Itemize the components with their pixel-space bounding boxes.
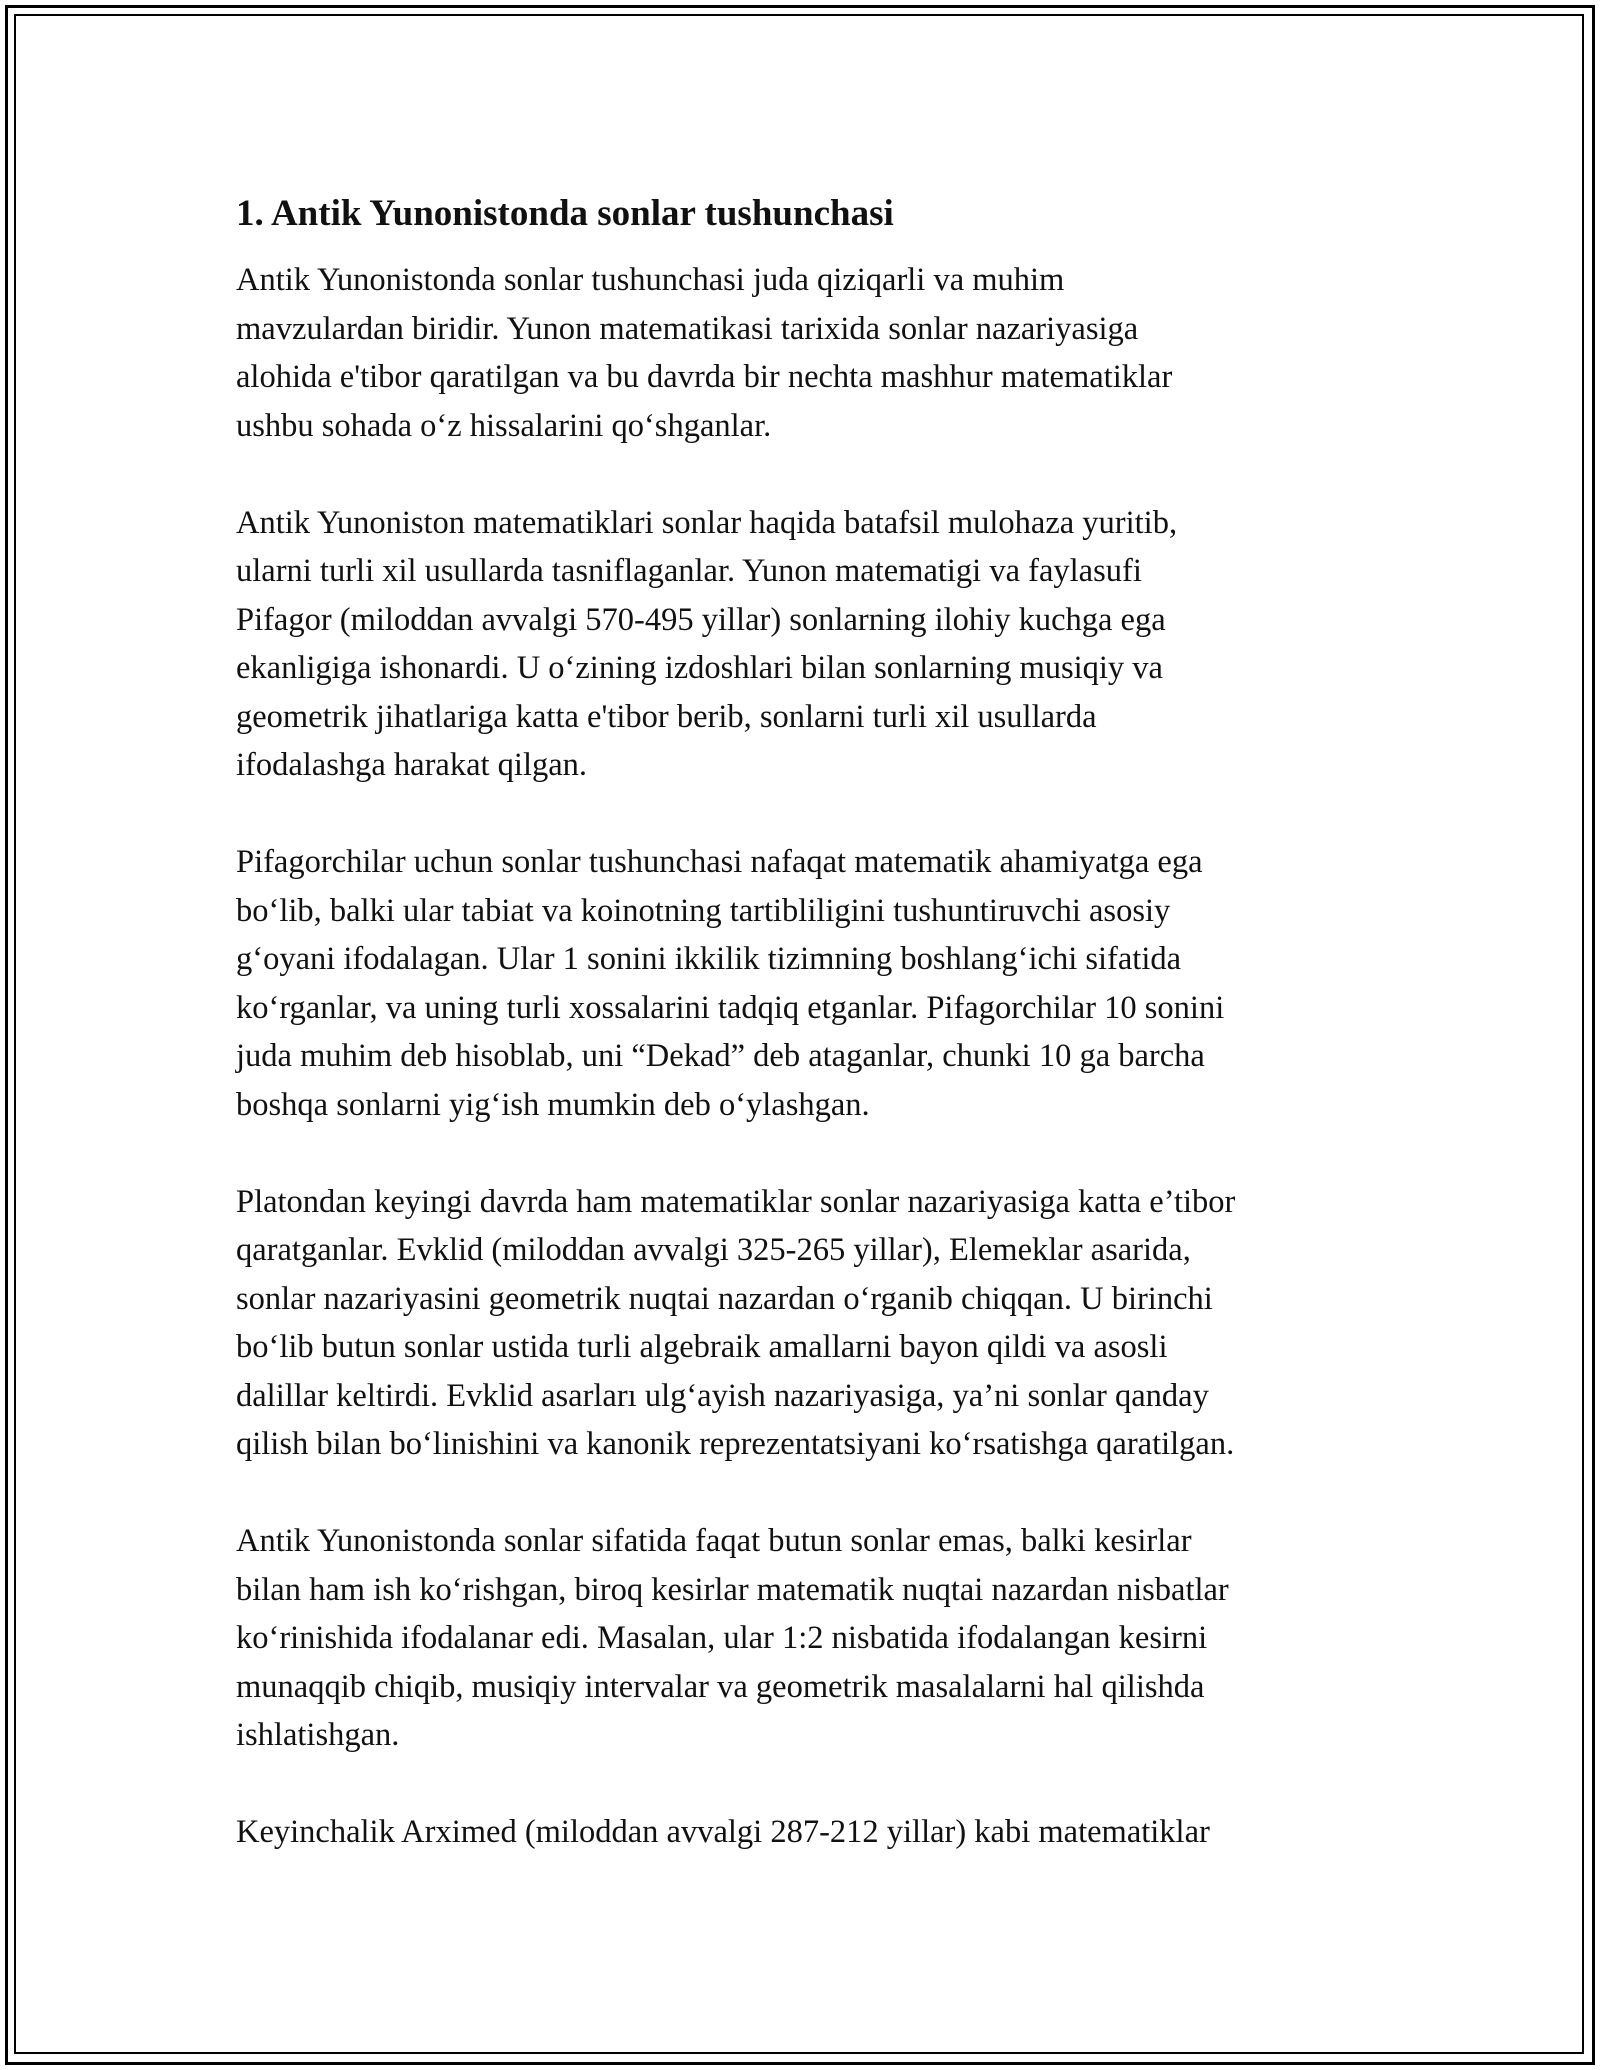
paragraph-line: sonlar nazariyasini geometrik nuqtai nazardan oʻrganib chiqqan. U birinchi [236, 1280, 1213, 1317]
paragraph-3 [236, 838, 1386, 1129]
paragraph-line: alohida e'tibor qaratilgan va bu davrda bir nechta mashhur matematiklar [236, 359, 1173, 395]
paragraph-line: bilan ham ish koʻrishgan, biroq kesirlar matematik nuqtai nazardan nisbatlar [236, 1571, 1229, 1608]
paragraph-line: gʻoyani ifodalagan. Ular 1 sonini ikkilik tizimning boshlangʻichi sifatida [236, 941, 1182, 977]
paragraph-line: ekanligiga ishonardi. U oʻzining izdoshlari bilan sonlarning musiqiy va [236, 650, 1163, 686]
paragraph-line: mavzulardan biridir. Yunon matematikasi tarixida sonlar nazariyasiga [236, 310, 1139, 347]
paragraph-line: dalillar keltirdi. Evklid asarları ulgʻayish nazariyasiga, ya’ni sonlar qanday [236, 1377, 1209, 1414]
paragraph-line: boshqa sonlarni yigʻish mumkin deb oʻylashgan. [236, 1086, 870, 1123]
paragraph-line: qilish bilan boʻlinishini va kanonik reprezentatsiyani koʻrsatishga qaratilgan. [236, 1426, 1235, 1462]
paragraph-line: boʻlib butun sonlar ustida turli algebraik amallarni bayon qildi va asosli [236, 1329, 1168, 1365]
paragraph-line: Antik Yunonistonda sonlar tushunchasi juda qiziqarli va muhim [236, 262, 1065, 298]
paragraph-line: qaratganlar. Evklid (miloddan avvalgi 325-265 yillar), Elemeklar asarida, [236, 1232, 1191, 1268]
paragraph-line: ishlatishgan. [236, 1717, 400, 1753]
paragraph-line: Antik Yunonistonda sonlar sifatida faqat butun sonlar emas, balki kesirlar [236, 1523, 1192, 1559]
paragraph-line: munaqqib chiqib, musiqiy intervalar va geometrik masalalarni hal qilishda [236, 1668, 1205, 1705]
paragraph-line: ularni turli xil usullarda tasniflaganlar. Yunon matematigi va faylasufi [236, 553, 1142, 589]
paragraph-2 [236, 499, 1386, 790]
paragraph-5 [236, 1517, 1386, 1760]
paragraph-list [236, 256, 1386, 1857]
paragraph-4 [236, 1178, 1386, 1469]
paragraph-line: boʻlib, balki ular tabiat va koinotning tartibliligini tushuntiruvchi asosiy [236, 892, 1171, 929]
paragraph-line: Platondan keyingi davrda ham matematiklar sonlar nazariyasiga katta e’tibor [236, 1183, 1236, 1220]
paragraph-line: geometrik jihatlariga katta e'tibor berib, sonlarni turli xil usullarda [236, 698, 1097, 735]
paragraph-line: juda muhim deb hisoblab, uni “Dekad” deb ataganlar, chunki 10 ga barcha [236, 1038, 1205, 1074]
paragraph-line: ifodalashga harakat qilgan. [236, 747, 588, 783]
paragraph-1 [236, 256, 1386, 450]
paragraph-line: ushbu sohada oʻz hissalarini qoʻshganlar. [236, 407, 772, 444]
paragraph-line: koʻrganlar, va uning turli xossalarini tadqiq etganlar. Pifagorchilar 10 sonini [236, 989, 1225, 1026]
paragraph-line: Antik Yunoniston matematiklari sonlar haqida batafsil mulohaza yuritib, [236, 504, 1178, 541]
paragraph-line: Pifagorchilar uchun sonlar tushunchasi nafaqat matematik ahamiyatga ega [236, 844, 1203, 880]
paragraph-line: koʻrinishida ifodalanar edi. Masalan, ular 1:2 nisbatida ifodalangan kesirni [236, 1620, 1208, 1656]
section-heading: 1. Antik Yunonistonda sonlar tushunchasi [236, 193, 894, 234]
paragraph-6 [236, 1808, 1386, 1857]
paragraph-line: Keyinchalik Arximed (miloddan avvalgi 287-212 yillar) kabi matematiklar [236, 1814, 1210, 1850]
paragraph-line: Pifagor (miloddan avvalgi 570-495 yillar) sonlarning ilohiy kuchga ega [236, 601, 1166, 638]
document-body [236, 186, 1386, 1905]
